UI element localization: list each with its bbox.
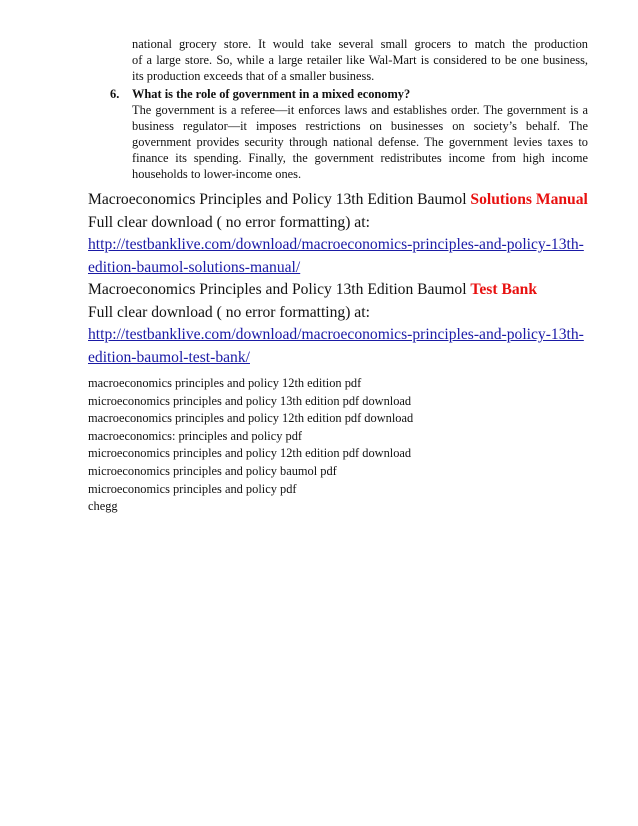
continuation-line: of a large store. So, while a large retailer like Wal-Mart is considered to be one business,	[132, 53, 588, 67]
answer-line: government provides security through national defense. The government levies taxes to	[132, 135, 588, 149]
test-bank-link[interactable]: http://testbanklive.com/download/macroeconomics-principles-and-policy-13th-	[88, 326, 584, 343]
test-bank-highlight: Test Bank	[470, 281, 538, 298]
solutions-manual-highlight: Solutions Manual	[470, 191, 588, 208]
keyword-line: microeconomics principles and policy 12th edition pdf download	[88, 446, 412, 461]
solutions-manual-download-text: Full clear download ( no error formatting) at:	[88, 213, 370, 231]
download-promo	[88, 189, 608, 369]
keyword-line: microeconomics principles and policy baumol pdf	[88, 463, 337, 478]
question-text: What is the role of government in a mixed economy?	[132, 87, 411, 101]
answer-6	[132, 102, 588, 182]
test-bank-title-text: Macroeconomics Principles and Policy 13th Edition Baumol	[88, 281, 471, 298]
continuation-line: national grocery store. It would take several small grocers to match the production	[132, 37, 588, 51]
keyword-list	[88, 375, 588, 516]
keyword-line: macroeconomics: principles and policy pdf	[88, 428, 303, 443]
keyword-line: microeconomics principles and policy 13th edition pdf download	[88, 393, 412, 408]
test-bank-link[interactable]: edition-baumol-test-bank/	[88, 348, 250, 366]
answer-line: business regulator—it imposes restrictions on businesses on society’s behalf. The	[132, 119, 588, 133]
solutions-manual-title	[88, 189, 608, 212]
answer-continuation	[132, 36, 588, 84]
keyword-line: chegg	[88, 499, 118, 514]
solutions-manual-link[interactable]: http://testbanklive.com/download/macroeconomics-principles-and-policy-13th-	[88, 236, 584, 253]
answer-line: households to lower-income ones.	[132, 167, 302, 181]
answer-line: The government is a referee—it enforces laws and establishes order. The government is a	[132, 103, 588, 117]
test-bank-download-text: Full clear download ( no error formatting) at:	[88, 303, 370, 321]
test-bank-title	[88, 279, 608, 302]
keyword-line: microeconomics principles and policy pdf	[88, 481, 297, 496]
solutions-manual-title-text: Macroeconomics Principles and Policy 13th Edition Baumol	[88, 191, 471, 208]
question-number: 6.	[110, 87, 120, 101]
continuation-line: its production exceeds that of a smaller business.	[132, 69, 375, 83]
solutions-manual-link[interactable]: edition-baumol-solutions-manual/	[88, 258, 301, 276]
answer-line: finance its spending. Finally, the government redistributes income from high income	[132, 151, 588, 165]
keyword-line: macroeconomics principles and policy 12th edition pdf download	[88, 411, 414, 426]
keyword-line: macroeconomics principles and policy 12th edition pdf	[88, 376, 362, 390]
